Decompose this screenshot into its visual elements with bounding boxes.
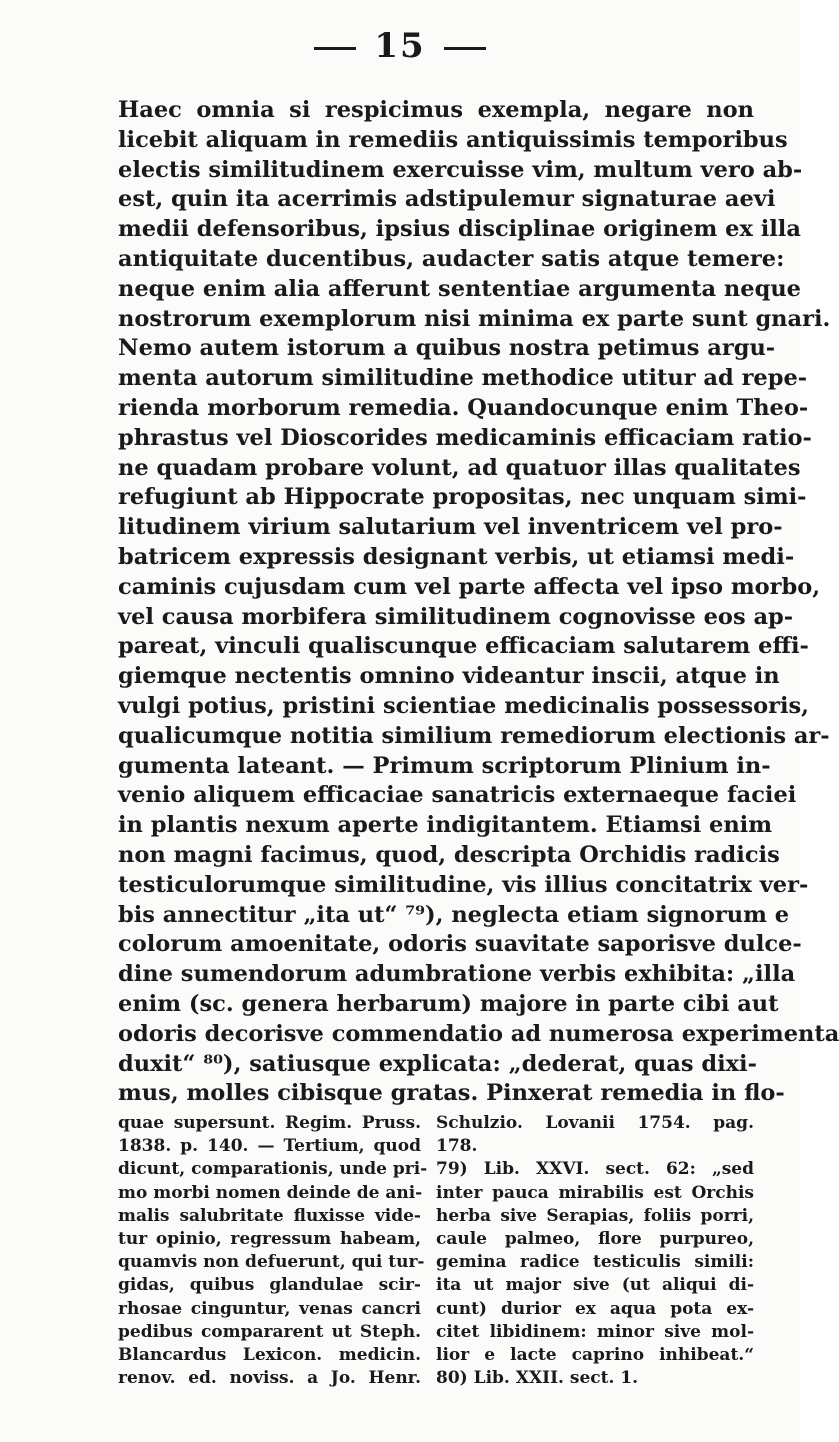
body-line: duxit“ ⁸⁰), satiusque explicata: „dederat, quas dixi- [118,1050,757,1077]
header-dash-right [444,47,486,50]
footnote-line: quae supersunt. Regim. Pruss. [118,1113,421,1133]
footnote-column-right [436,1112,754,1390]
footnote-line: herba sive Serapias, foliis porri, [436,1205,754,1226]
footnote-line: 1838. p. 140. — Tertium, quod [118,1136,421,1157]
body-line: ne quadam probare volunt, ad quatuor illas qualitates [118,454,801,481]
body-line: odoris decorisve commendatio ad numerosa experimenta [118,1020,839,1047]
footnote-line: citet libidinem: minor sive mol- [436,1321,754,1342]
footnote-line: 178. [436,1136,478,1157]
footnote-line: dicunt, comparationis, unde pri- [118,1159,428,1180]
header-dash-left [314,47,356,50]
body-line: batricem expressis designant verbis, ut etiamsi medi- [118,543,795,570]
body-line: est, quin ita acerrimis adstipulemur signaturae aevi [118,186,776,213]
footnote-line: rhosae cinguntur, venas cancri [118,1298,421,1319]
body-line: enim (sc. genera herbarum) majore in parte cibi aut [118,990,779,1017]
body-line: refugiunt ab Hippocrate propositas, nec unquam simi- [118,484,807,511]
body-line: caminis cujusdam cum vel parte affecta vel ipso morbo, [118,573,821,600]
body-line: rienda morborum remedia. Quandocunque enim Theo- [118,394,809,421]
body-line: vulgi potius, pristini scientiae medicinalis possessoris, [118,692,810,719]
body-line: dine sumendorum adumbratione verbis exhibita: „illa [118,961,796,988]
body-line: neque enim alia afferunt sententiae argumenta neque [118,275,801,302]
body-line: in plantis nexum aperte indigitantem. Etiamsi enim [118,812,773,839]
body-line: Haec omnia si respicimus exempla, negare non [118,97,754,123]
footnote-line: gidas, quibus glandulae scir- [118,1275,421,1296]
footnote-line: 79) Lib. XXVI. sect. 62: „sed [436,1159,754,1180]
footnote-line: quamvis non defuerunt, qui tur- [118,1252,425,1273]
body-line: electis similitudinem exercuisse vim, multum vero ab- [118,156,803,183]
footnote-line: 80) Lib. XXII. sect. 1. [436,1368,639,1389]
footnote-line: malis salubritate fluxisse vide- [118,1205,421,1226]
body-line: phrastus vel Dioscorides medicaminis efficaciam ratio- [118,424,812,451]
body-line: giemque nectentis omnino videantur inscii, atque in [118,663,780,690]
footnote-line: Blancardus Lexicon. medicin. [118,1344,421,1365]
body-line: vel causa morbifera similitudinem cognovisse eos ap- [118,603,794,630]
body-text [118,96,839,1109]
footnote-line: ita ut major sive (ut aliqui di- [436,1275,754,1296]
page-header [0,26,800,66]
page-number: 15 [374,26,426,66]
footnote-line: gemina radice testiculis simili: [436,1252,754,1273]
footnote-line: lior e lacte caprino inhibeat.“ [436,1344,754,1365]
footnotes [118,1112,754,1390]
footnote-line: tur opinio, regressum habeam, [118,1228,421,1249]
body-line: mus, molles cibisque gratas. Pinxerat remedia in flo- [118,1080,785,1107]
body-line: non magni facimus, quod, descripta Orchidis radicis [118,841,780,868]
body-line: nostrorum exemplorum nisi minima ex parte sunt gnari. [118,305,831,332]
footnote-line: Schulzio. Lovanii 1754. pag. [436,1113,754,1133]
body-line: testiculorumque similitudine, vis illius concitatrix ver- [118,871,809,898]
body-line: Nemo autem istorum a quibus nostra petimus argu- [118,335,776,362]
body-line: colorum amoenitate, odoris suavitate saporisve dulce- [118,931,802,958]
footnote-line: renov. ed. noviss. a Jo. Henr. [118,1368,421,1389]
body-line: venio aliquem efficaciae sanatricis externaeque faciei [118,782,797,809]
body-line: menta autorum similitudine methodice utitur ad repe- [118,365,808,392]
footnote-line: cunt) durior ex aqua pota ex- [436,1298,754,1319]
footnote-line: pedibus compararent ut Steph. [118,1321,421,1342]
body-line: bis annectitur „ita ut“ ⁷⁹), neglecta etiam signorum e [118,901,790,928]
footnote-line: caule palmeo, flore purpureo, [436,1228,754,1249]
body-line: medii defensoribus, ipsius disciplinae originem ex illa [118,216,801,243]
body-line: litudinem virium salutarium vel inventricem vel pro- [118,514,783,541]
footnote-line: mo morbi nomen deinde de ani- [118,1182,423,1203]
body-line: antiquitate ducentibus, audacter satis atque temere: [118,245,785,272]
body-line: gumenta lateant. — Primum scriptorum Plinium in- [118,752,771,779]
body-line: licebit aliquam in remediis antiquissimis temporibus [118,126,788,153]
footnote-line: inter pauca mirabilis est Orchis [436,1182,754,1203]
footnote-column-left [118,1112,428,1390]
body-line: pareat, vinculi qualiscunque efficaciam salutarem effi- [118,633,809,660]
body-line: qualicumque notitia similium remediorum electionis ar- [118,722,830,749]
